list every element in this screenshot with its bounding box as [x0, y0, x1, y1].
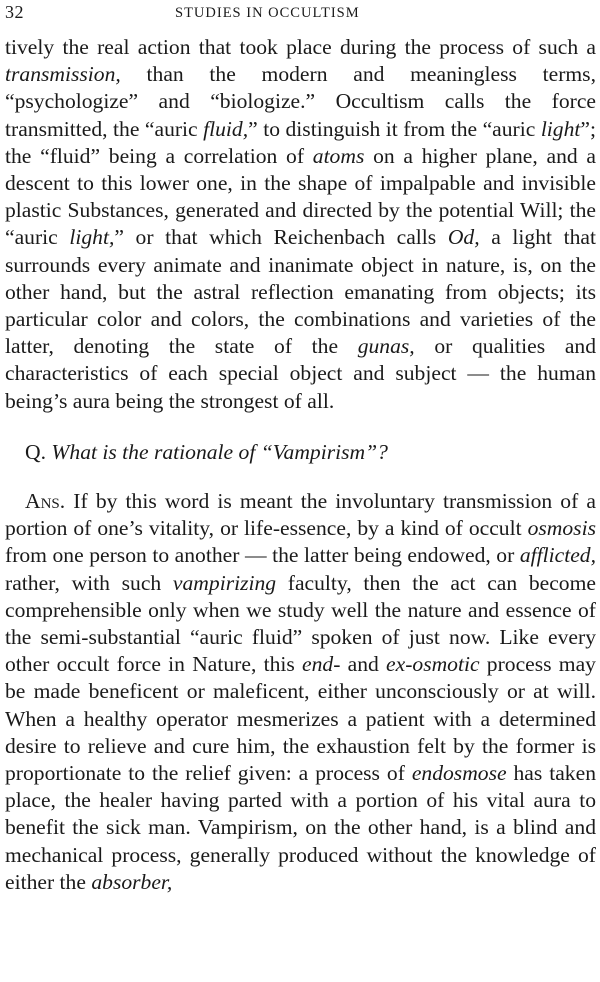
- text-run: faculty, then the act can become comprehensible only when we study well the nature and essence of the semi-substantial “auric fluid” spoken of just now. Like every other occult force in Nature, this: [5, 570, 596, 677]
- italic-run: fluid,: [203, 116, 249, 141]
- body-text: [5, 34, 596, 896]
- text-run: ” to distinguish it from the “auric: [248, 116, 541, 141]
- running-title: STUDIES IN OCCULTISM: [175, 5, 360, 21]
- text-run: tively the real action that took place during the process of such a: [5, 35, 596, 59]
- text-run: has taken place, the healer having parted with a portion of his vital aura to benefit the sick man. Vampirism, on the other hand, is a blind and mechanical process, generally produced without the knowledge of either the: [5, 761, 596, 894]
- italic-run: endosmose: [411, 761, 507, 786]
- running-head: [5, 0, 596, 26]
- text-run: rather, with such: [5, 570, 173, 595]
- italic-run: ex-osmotic: [386, 652, 480, 677]
- italic-run: gunas,: [357, 334, 415, 359]
- italic-run: afflicted,: [519, 543, 596, 568]
- italic-run: absorber,: [91, 869, 173, 894]
- question-paragraph: [5, 439, 596, 466]
- italic-run: transmission,: [5, 62, 121, 87]
- text-run: on a higher plane, and a descent to this lower one, in the shape of impalpable and invisible plastic Substances, generated and directed by the potential Will; the “auric: [5, 143, 596, 250]
- answer-label: Ans.: [25, 489, 66, 514]
- text-run: a light that surrounds every animate and inanimate object in nature, is, on the other hand, but the astral reflection emanating from objects; its particular color and colors, the combinations and varieties of the latter, denoting the state of the: [5, 225, 597, 359]
- italic-run: Od,: [447, 225, 480, 250]
- answer-paragraph: [5, 488, 596, 896]
- italic-run: light,: [69, 225, 115, 250]
- page-number: 32: [5, 2, 24, 22]
- italic-run: light: [540, 116, 581, 141]
- text-run: ” or that which Reichenbach calls: [114, 225, 448, 250]
- question-text: What is the rationale of “Vampirism”?: [51, 439, 388, 464]
- text-run: or qualities and characteristics of each special object and subject — the human being’s aura being the strongest of all.: [5, 334, 596, 413]
- italic-run: atoms: [312, 143, 365, 168]
- text-run: ”; the “fluid” being a correlation of: [5, 116, 596, 168]
- italic-run: vampirizing: [172, 570, 277, 595]
- text-run: from one person to another — the latter being endowed, or: [5, 543, 520, 568]
- italic-run: end-: [302, 652, 341, 677]
- text-run: If by this word is meant the involuntary transmission of a portion of one’s vitality, or life-essence, by a kind of occult: [5, 489, 596, 541]
- text-run: than the modern and meaningless terms, “psychologize” and “biologize.” Occultism calls the force transmitted, the “auric: [5, 62, 596, 141]
- text-run: and: [340, 652, 387, 677]
- question-label: Q.: [25, 439, 52, 464]
- text-run: process may be made beneficent or maleficent, either unconsciously or at will. When a healthy operator mesmerizes a patient with a determined desire to relieve and cure him, the exhaustion felt by the former is proportionate to the relief given: a process of: [5, 652, 596, 786]
- paragraph-continuation: [5, 34, 596, 415]
- italic-run: osmosis: [527, 516, 596, 541]
